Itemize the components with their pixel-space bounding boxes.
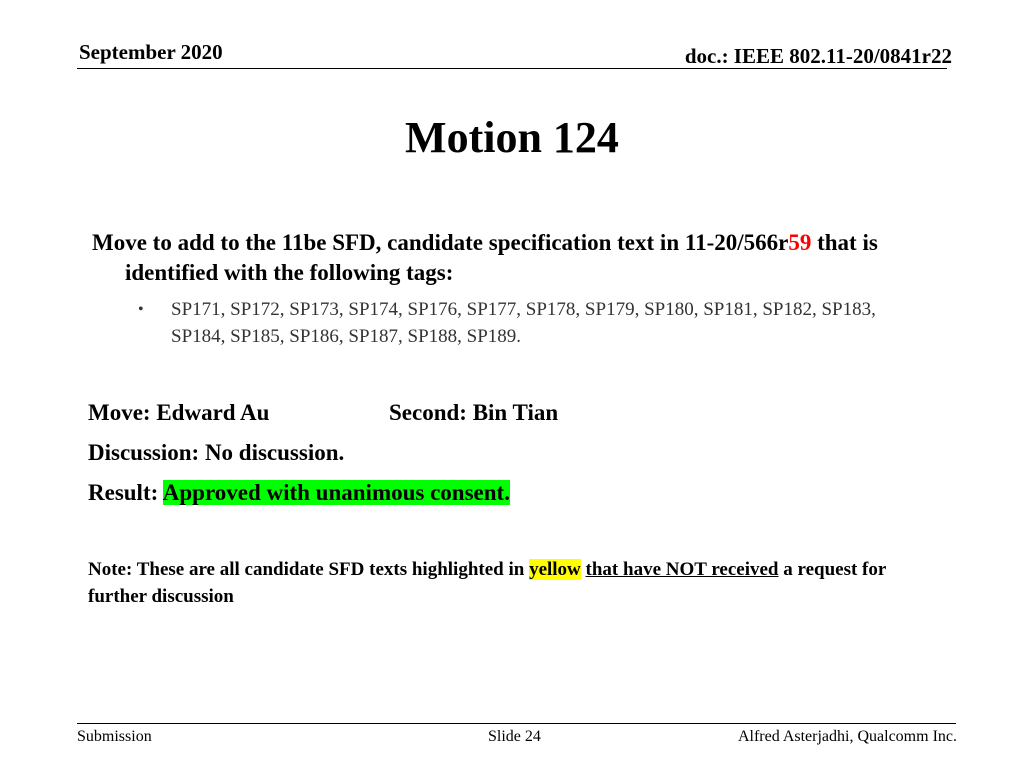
note [88,556,948,610]
seconder: Second: Bin Tian [389,400,559,425]
tags-list: SP171, SP172, SP173, SP174, SP176, SP177, SP178, SP179, SP180, SP181, SP182, SP183, SP184, SP185, SP186, SP187, SP188, SP189. [171,299,876,347]
footer-author: Alfred Asterjadhi, Qualcomm Inc. [737,728,957,745]
motion-revision-number: 59 [788,230,812,255]
motion-text-after: that is identified with the following tags: [125,230,878,285]
result-line [88,480,510,506]
bullet-icon: • [138,301,144,318]
footer-divider [77,723,956,724]
note-prefix: Note: These are all candidate SFD texts highlighted in [88,559,530,580]
motion-statement [92,228,965,288]
note-yellow-word: yellow [529,559,581,580]
motion-text-before: Move to add to the 11be SFD, candidate specification text in 11-20/566r [92,230,789,255]
discussion-line: Discussion: No discussion. [88,440,345,465]
footer-submission: Submission [77,728,152,745]
result-label: Result: [88,480,163,505]
footer-slide-number: Slide 24 [488,728,541,745]
mover: Move: Edward Au [88,400,270,425]
result-value: Approved with unanimous consent. [162,480,510,505]
note-suffix: a request for further discussion [88,559,886,607]
note-underlined: that have NOT received [585,559,779,580]
slide-title: Motion 124 [405,113,619,162]
tags-bullet [138,296,878,350]
header-date: September 2020 [79,40,223,64]
header-divider [77,68,947,69]
header-doc-id: doc.: IEEE 802.11-20/0841r22 [684,44,952,68]
